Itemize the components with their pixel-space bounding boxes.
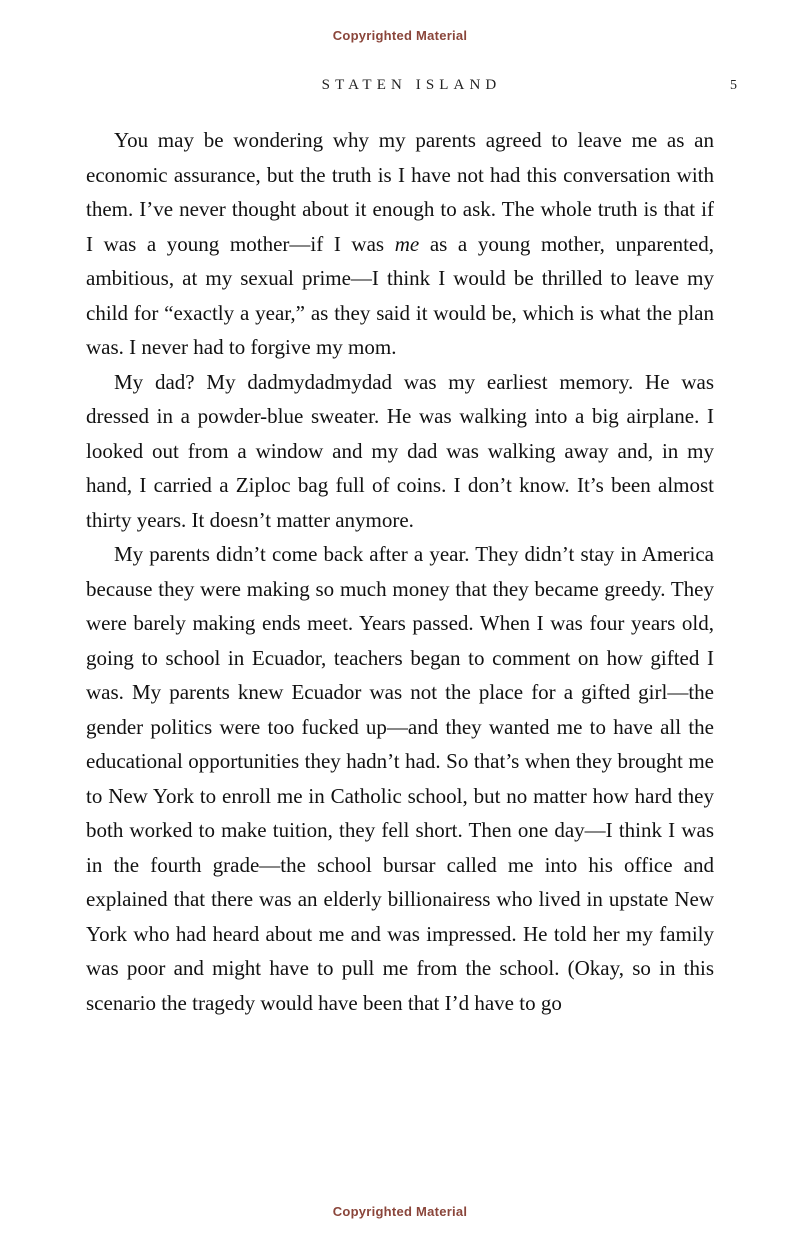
paragraph [86,537,714,1020]
paragraph [86,365,714,538]
text-run: as a young mother, unparented, ambitious, at my sexual prime—I think I would be thrilled to leave my child for “exactly a year,” as they said it would be, which is what the plan was. I never had to forgive my mom. [86,231,714,359]
paragraph [86,123,714,365]
running-header [86,77,737,97]
italic-run: me [394,231,420,256]
page-number: 5 [730,78,737,93]
copyright-notice-top: Copyrighted Material [332,28,468,43]
chapter-title: STATEN ISLAND [321,77,502,93]
body-text [86,123,714,1020]
text-run: My parents didn’t come back after a year. They didn’t stay in America because they were making so much money that they became greedy. They were barely making ends meet. Years passed. When I was four years old, going to school in Ecuador, teachers began to comment on how gifted I was. My parents knew Ecuador was not the place for a gifted girl—the gender politics were too fucked up—and they wanted me to have all the educational opportunities they hadn’t had. So that’s when they brought me to New York to enroll me in Catholic school, but no matter how hard they both worked to make tuition, they fell short. Then one day—I think I was in the fourth grade—the school bursar called me into his office and explained that there was an elderly billionairess who lived in upstate New York who had heard about me and was impressed. He told her my family was poor and might have to pull me from the school. (Okay, so in this scenario the tragedy would have been that I’d have to go [86,542,714,1015]
text-run: My dad? My dadmydadmydad was my earliest memory. He was dressed in a powder-blue sweater. He was walking into a big airplane. I looked out from a window and my dad was walking away and, in my hand, I carried a Ziploc bag full of coins. I don’t know. It’s been almost thirty years. It doesn’t matter anymore. [86,369,714,532]
copyright-notice-bottom: Copyrighted Material [332,1204,468,1219]
text-run: You may be wondering why my parents agreed to leave me as an economic assurance, but the truth is I have not had this conversation with them. I’ve never thought about it enough to ask. The whole truth is that if I was a young mother—if I was [86,128,714,256]
